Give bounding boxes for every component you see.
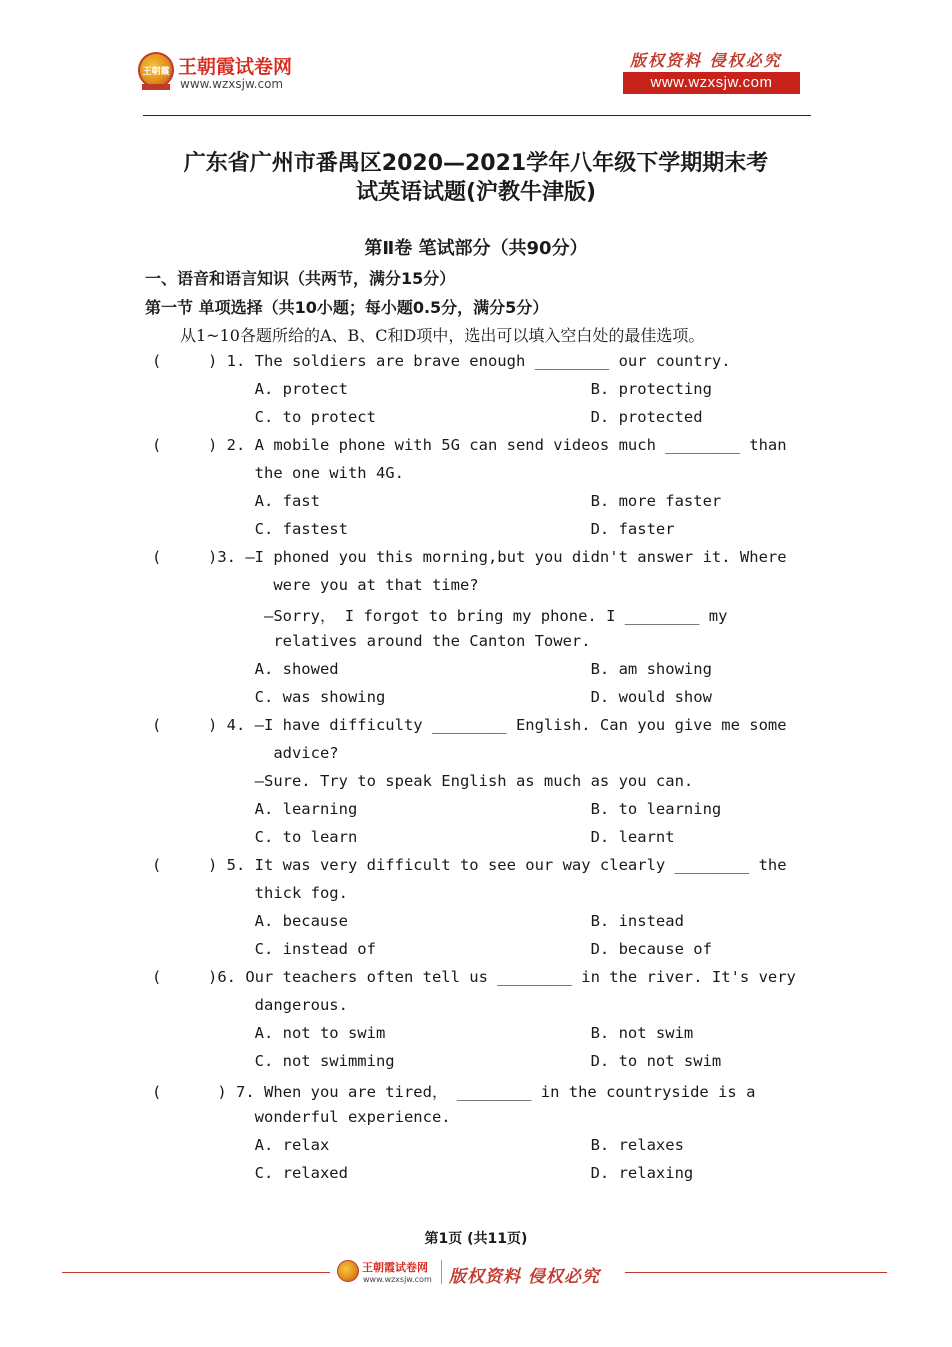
option-line: A. learning B. to learning (152, 800, 722, 818)
page-number: 第1页 (共11页) (424, 1231, 528, 1247)
subsection-heading: 第一节 单项选择（共10小题；每小题0.5分，满分5分） (145, 298, 549, 317)
footer-logo-name: 王朝霞试卷网 (362, 1261, 428, 1274)
footer-copyright: 版权资料 侵权必究 (449, 1267, 600, 1287)
exam-title-line2: 试英语试题(沪教牛津版) (355, 180, 597, 205)
option-line: C. relaxed D. relaxing (152, 1164, 694, 1182)
question-line: ( ) 5. It was very difficult to see our way clearly ________ the (152, 856, 787, 874)
option-line: C. not swimming D. to not swim (152, 1052, 722, 1070)
option-line: A. fast B. more faster (152, 492, 722, 510)
question-line: —Sorry， I forgot to bring my phone. I ________ my (152, 607, 728, 625)
footer-divider-left (62, 1272, 330, 1273)
option-line: C. to protect D. protected (152, 408, 703, 426)
question-line: were you at that time? (152, 576, 479, 594)
option-line: A. because B. instead (152, 912, 684, 930)
option-line: A. showed B. am showing (152, 660, 712, 678)
footer-separator (441, 1260, 442, 1284)
question-line: thick fog. (152, 884, 348, 902)
footer-logo-icon (337, 1260, 359, 1282)
option-line: C. was showing D. would show (152, 688, 712, 706)
logo-ribbon (142, 84, 170, 90)
question-line: dangerous. (152, 996, 348, 1014)
option-line: A. not to swim B. not swim (152, 1024, 694, 1042)
section-title: 第Ⅱ卷 笔试部分（共90分） (364, 238, 588, 259)
option-line: A. protect B. protecting (152, 380, 712, 398)
logo-url: www.wzxsjw.com (180, 77, 284, 91)
option-line: A. relax B. relaxes (152, 1136, 684, 1154)
instruction-text: 从1~10各题所给的A、B、C和D项中，选出可以填入空白处的最佳选项。 (180, 326, 705, 345)
question-line: —Sure. Try to speak English as much as you can. (152, 772, 694, 790)
question-line: ( ) 1. The soldiers are brave enough ________ our country. (152, 352, 731, 370)
question-line: wonderful experience. (152, 1108, 451, 1126)
question-line: the one with 4G. (152, 464, 404, 482)
header-divider (143, 115, 811, 116)
question-line: ( )6. Our teachers often tell us ________ in the river. It's very (152, 968, 796, 986)
question-line: ( ) 2. A mobile phone with 5G can send videos much ________ than (152, 436, 787, 454)
question-line: ( ) 4. —I have difficulty ________ English. Can you give me some (152, 716, 787, 734)
option-line: C. to learn D. learnt (152, 828, 675, 846)
logo-name: 王朝霞试卷网 (178, 56, 293, 78)
option-line: C. instead of D. because of (152, 940, 712, 958)
part-heading: 一、语音和语言知识（共两节，满分15分） (145, 269, 456, 288)
copyright-notice: 版权资料 侵权必究 (630, 51, 782, 70)
question-line: advice? (152, 744, 339, 762)
exam-title-line1: 广东省广州市番禺区2020—2021学年八年级下学期期末考 (183, 151, 769, 176)
logo-badge-icon: 王朝霞 (138, 52, 174, 88)
question-line: ( ) 7. When you are tired， ________ in the countryside is a (152, 1083, 756, 1101)
option-line: C. fastest D. faster (152, 520, 675, 538)
question-line: ( )3. —I phoned you this morning,but you didn't answer it. Where (152, 548, 787, 566)
site-url-banner[interactable]: www.wzxsjw.com (623, 72, 800, 94)
footer-divider-right (625, 1272, 887, 1273)
question-line: relatives around the Canton Tower. (152, 632, 591, 650)
footer-logo-url: www.wzxsjw.com (363, 1275, 432, 1284)
